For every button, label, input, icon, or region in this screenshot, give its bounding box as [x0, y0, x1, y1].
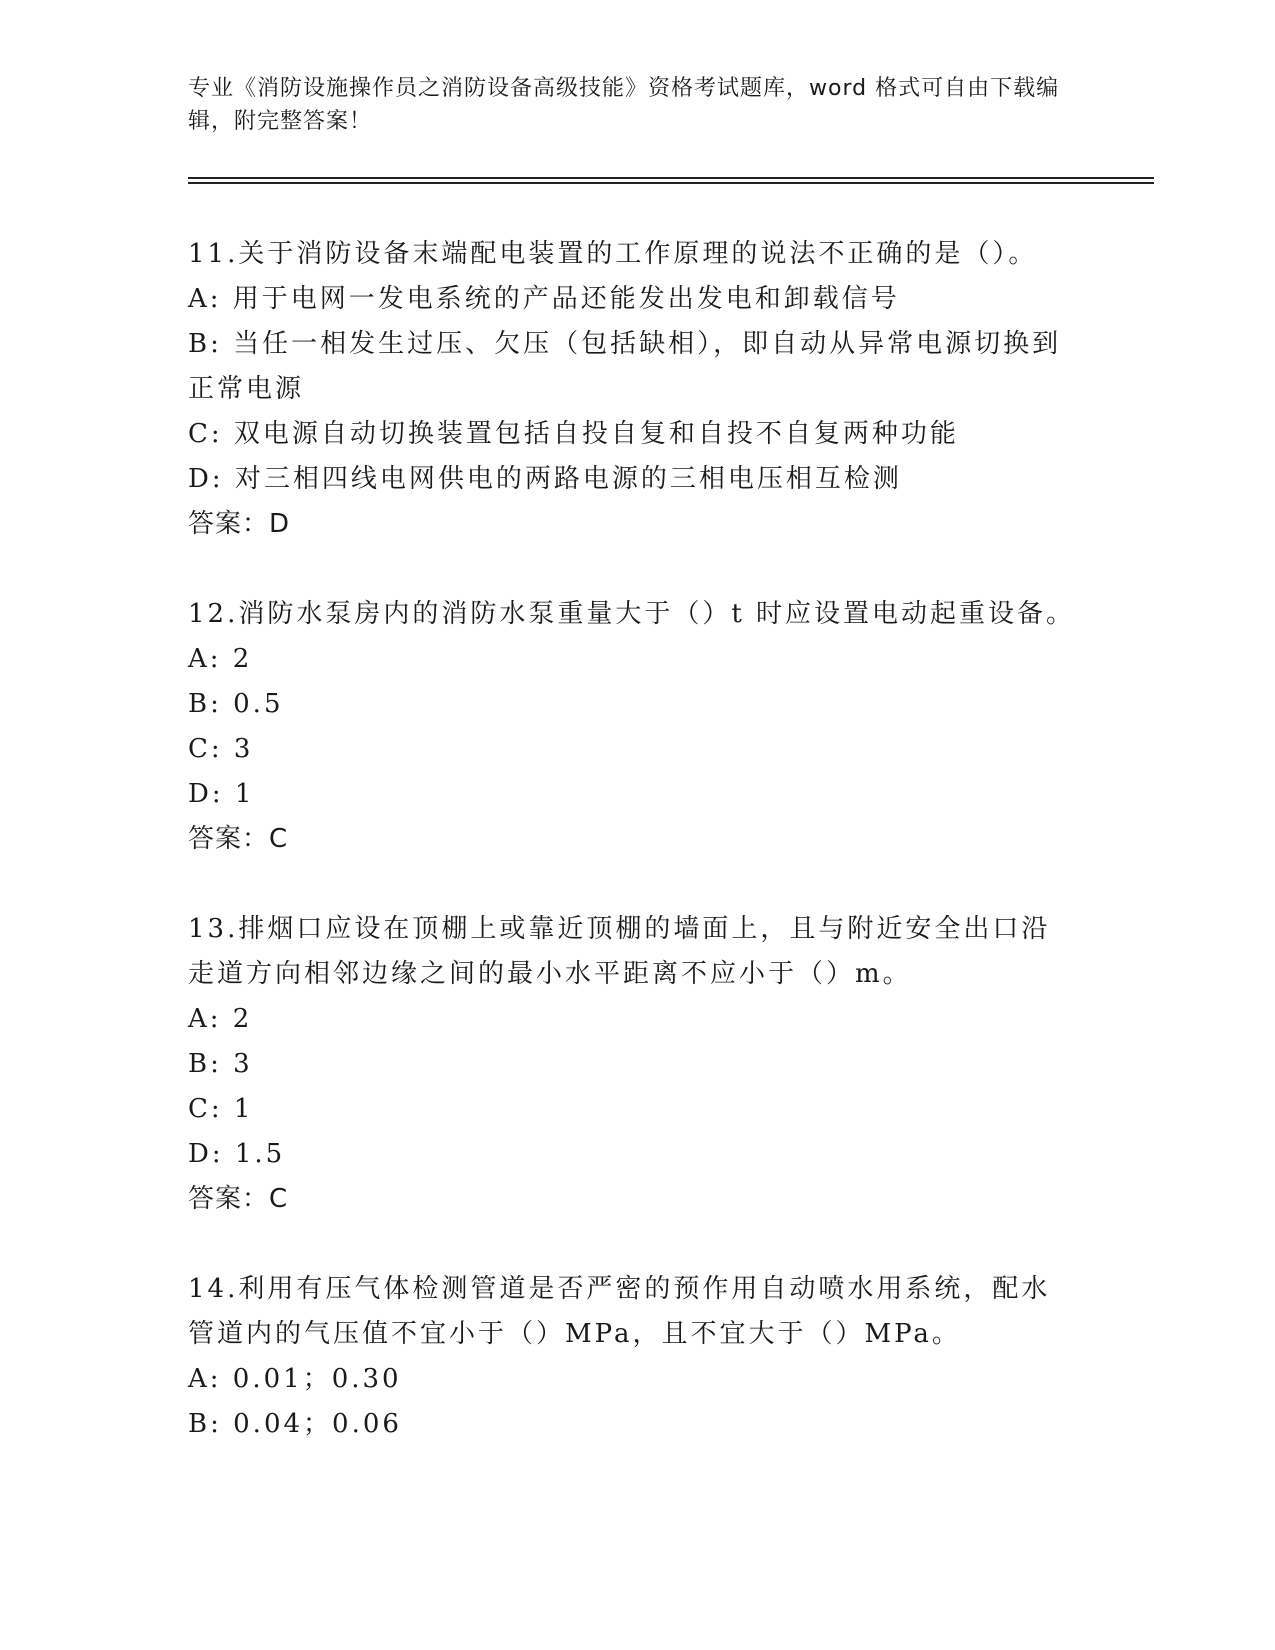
option-b: B: 3	[188, 1049, 253, 1079]
question-14	[188, 1267, 1078, 1447]
question-11	[188, 232, 1078, 547]
question-stem: 11.关于消防设备末端配电装置的工作原理的说法不正确的是（）。	[188, 239, 1038, 269]
option-a: A: 用于电网一发电系统的产品还能发出发电和卸载信号	[188, 284, 900, 314]
option-a: A: 2	[188, 1004, 253, 1034]
option-b: B: 0.5	[188, 689, 284, 719]
option-c: C: 1	[188, 1094, 254, 1124]
question-12	[188, 592, 1078, 862]
option-d: D: 对三相四线电网供电的两路电源的三相电压相互检测	[188, 464, 902, 494]
option-d: D: 1.5	[188, 1139, 286, 1169]
answer: 答案：C	[188, 824, 289, 854]
option-c: C: 双电源自动切换装置包括自投自复和自投不自复两种功能	[188, 419, 959, 449]
option-a: A: 2	[188, 644, 253, 674]
question-stem: 13.排烟口应设在顶棚上或靠近顶棚的墙面上，且与附近安全出口沿走道方向相邻边缘之间的最小水平距离不应小于（）m。	[188, 914, 1051, 989]
header-divider-bottom	[188, 182, 1154, 184]
option-d: D: 1	[188, 779, 255, 809]
option-c: C: 3	[188, 734, 254, 764]
question-stem: 14.利用有压气体检测管道是否严密的预作用自动喷水用系统，配水管道内的气压值不宜小于（）MPa，且不宜大于（）MPa。	[188, 1274, 1051, 1349]
option-a: A: 0.01；0.30	[188, 1364, 402, 1394]
option-b: B: 0.04；0.06	[188, 1409, 402, 1439]
answer: 答案：D	[188, 509, 291, 539]
header-divider-top	[188, 177, 1154, 179]
question-13	[188, 907, 1078, 1222]
document-header: 专业《消防设施操作员之消防设备高级技能》资格考试题库，word 格式可自由下载编辑，附完整答案！	[188, 76, 1060, 134]
option-b: B: 当任一相发生过压、欠压（包括缺相），即自动从异常电源切换到正常电源	[188, 329, 1062, 404]
question-stem: 12.消防水泵房内的消防水泵重量大于（）t 时应设置电动起重设备。	[188, 599, 1076, 629]
answer: 答案：C	[188, 1184, 289, 1214]
question-list	[188, 232, 1078, 1492]
